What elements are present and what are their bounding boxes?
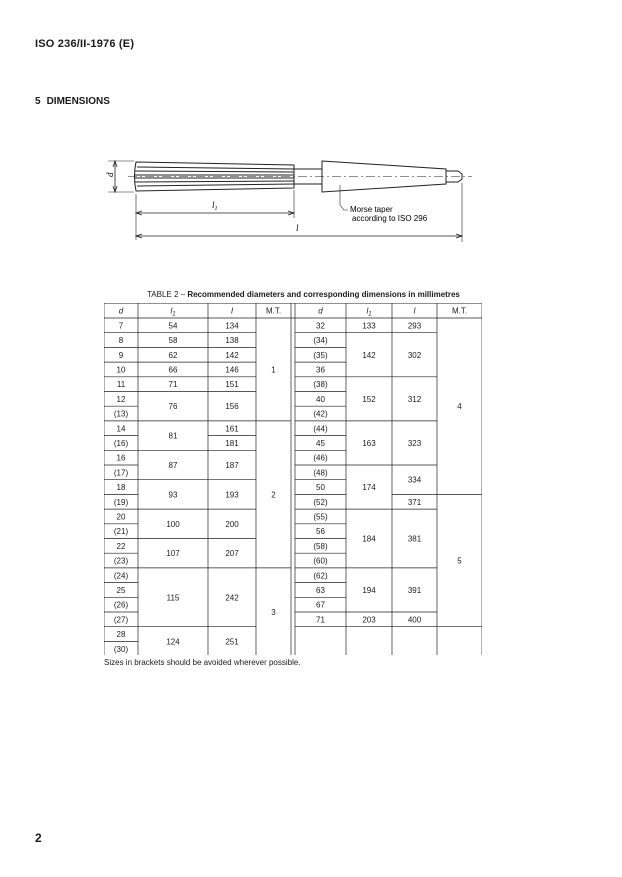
cell-l: 251 [225,637,239,647]
cell-d: 22 [116,541,126,551]
page-number: 2 [35,831,42,845]
cell-d: (58) [313,541,328,551]
cell-l1: 58 [168,336,178,346]
cell-d: (35) [313,350,328,360]
cell-d: (23) [113,556,129,566]
table-footnote: Sizes in brackets should be avoided wherever possible. [104,658,301,667]
cell-l: 146 [225,365,239,375]
cell-mt: 5 [457,556,462,566]
cell-d: (13) [113,409,129,419]
header-l: l [231,306,233,316]
cell-d: 18 [116,483,126,493]
cell-d: (46) [313,453,328,463]
cell-l: 391 [407,585,422,595]
cell-l1: 54 [168,321,178,331]
cell-d: (26) [113,600,129,610]
cell-d: 16 [116,453,126,463]
cell-l1: 100 [166,519,180,529]
dimensions-table [104,303,482,660]
cell-l: 200 [225,519,239,529]
cell-d: (19) [113,497,129,507]
cell-d: 25 [116,585,126,595]
section-number: 5 [35,96,41,107]
cell-d: 32 [316,321,325,331]
header-mt: M.T. [451,306,468,316]
cell-l1: 107 [166,549,180,559]
cell-l: 293 [407,321,422,331]
cell-l1: 81 [168,431,178,441]
cell-l1: 62 [168,350,178,360]
cell-d: (16) [113,438,129,448]
header-mt: M.T. [265,306,282,316]
cell-mt: 1 [271,365,276,375]
cell-l: 134 [225,321,239,331]
cell-l: 161 [225,424,239,434]
cell-l: 312 [407,394,422,404]
cell-l1: 76 [168,402,178,412]
document-id: ISO 236/II-1976 (E) [35,38,135,50]
cell-d: 10 [116,365,126,375]
cell-l: 207 [225,549,239,559]
callout-line-2: according to ISO 296 [352,214,428,223]
cell-l1: 87 [168,461,178,470]
section-heading [35,96,116,107]
cell-l1: 124 [166,637,180,647]
cell-d: (42) [313,409,328,419]
cell-d: 63 [316,585,325,595]
cell-d: 67 [316,600,325,610]
cell-d: 45 [316,438,325,448]
cell-d: (17) [113,468,129,478]
cell-l1: 203 [362,615,376,625]
cell-mt: 4 [457,402,462,412]
cell-l1: 93 [168,490,178,500]
cell-d: 20 [116,512,126,522]
cell-d: 40 [316,394,325,404]
header-l: l [413,306,416,316]
cell-l: 323 [407,438,422,448]
cell-d: (52) [313,497,328,507]
cell-d: (62) [313,571,328,581]
cell-l1: 133 [362,321,376,331]
header-d: d [318,306,323,316]
cell-d: (44) [313,424,328,434]
cell-d: (55) [313,512,328,522]
header-l1: $l_1$ [170,306,176,318]
cell-l: 334 [407,475,422,485]
cell-d: (48) [313,468,328,478]
header-d: d [118,306,124,316]
cell-mt: 3 [271,608,276,617]
cell-d: 12 [116,394,126,404]
cell-d: 11 [116,380,126,390]
section-title: DIMENSIONS [46,96,110,107]
header-l1: $l_1$ [366,306,372,318]
cell-l1: 194 [362,585,376,595]
cell-l: 193 [225,490,239,500]
cell-d: 50 [316,483,325,493]
cell-d: 28 [116,630,126,640]
dim-l1-label: $l_1$ [212,200,218,212]
cell-l: 381 [407,534,422,544]
cell-l1: 115 [166,593,180,603]
cell-l: 187 [225,461,239,470]
dim-d-label: d [105,172,115,177]
cell-l: 242 [225,593,239,603]
cell-l: 156 [225,402,239,412]
cell-d: (38) [313,380,328,390]
cell-d: (27) [113,615,129,625]
cell-d: 9 [118,350,124,360]
cell-d: (34) [313,336,328,346]
cell-l1: 152 [362,394,376,404]
cell-l: 181 [225,438,239,448]
reamer-drawing [100,150,480,250]
cell-l1: 71 [168,380,178,390]
cell-l1: 66 [168,365,178,375]
cell-d: (24) [113,571,129,581]
cell-l: 151 [225,380,239,390]
cell-d: (21) [113,527,129,537]
cell-d: (30) [113,644,129,654]
cell-d: 8 [118,336,124,346]
cell-l1: 184 [362,534,376,544]
callout-line-1: Morse taper [350,205,393,214]
cell-l: 400 [407,615,422,625]
cell-mt: 2 [271,490,276,500]
cell-l: 138 [225,336,239,346]
dim-l-label: l [296,223,299,233]
cell-l1: 163 [362,438,376,448]
cell-d: 56 [316,527,325,537]
cell-d: 36 [316,365,325,375]
cell-l: 371 [407,497,422,507]
table-caption: TABLE 2 – Recommended diameters and corresponding dimensions in millimetres [147,290,460,299]
cell-d: 14 [116,424,126,434]
cell-l1: 174 [362,483,376,493]
cell-l1: 142 [362,350,376,360]
cell-d: 71 [316,615,325,625]
cell-l: 142 [225,350,239,360]
cell-d: (60) [313,556,328,566]
cell-d: 7 [118,321,124,331]
cell-l: 302 [407,350,422,360]
